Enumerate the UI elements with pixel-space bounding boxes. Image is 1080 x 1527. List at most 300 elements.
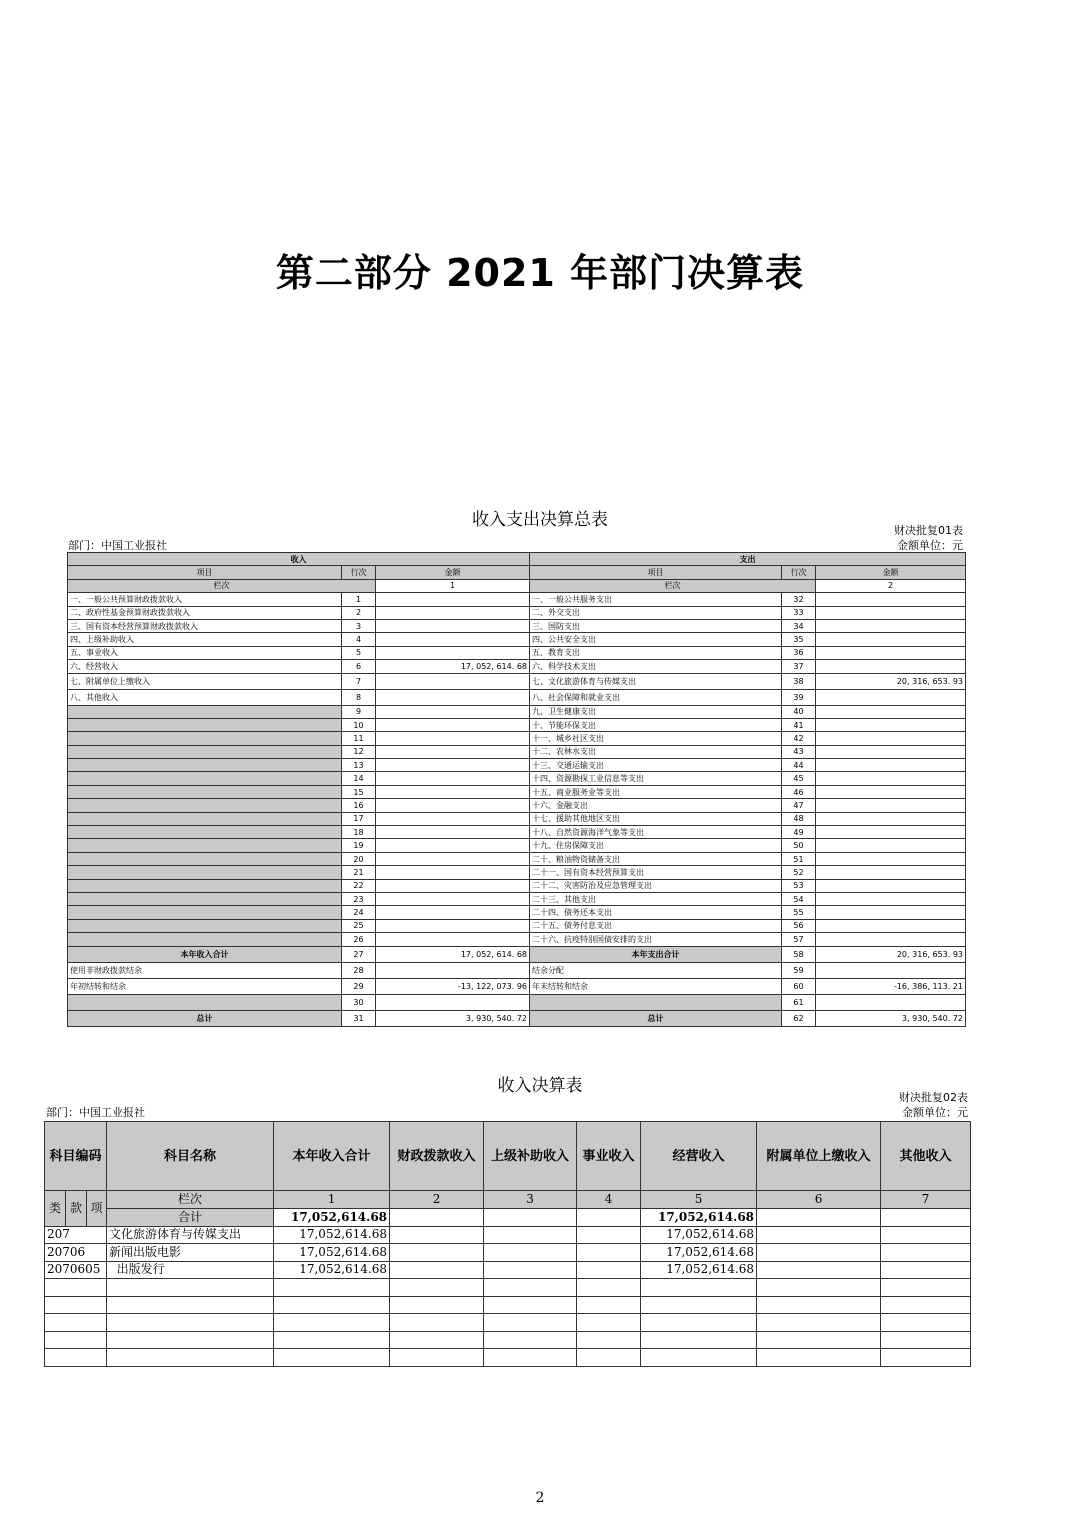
- empty-cell: [45, 1296, 107, 1314]
- expense-line-no: 56: [782, 919, 816, 932]
- table1-row: [68, 839, 966, 852]
- income-amount: 3, 930, 540. 72: [376, 1010, 530, 1026]
- income-amount: [376, 839, 530, 852]
- expense-amount: [816, 593, 966, 606]
- expense-line-no: 41: [782, 718, 816, 731]
- income-line-no: 7: [342, 673, 376, 689]
- lanci-num-7: 7: [881, 1191, 971, 1209]
- table1-row: [68, 785, 966, 798]
- expense-amount: [816, 892, 966, 905]
- expense-item: 十二、农林水支出: [530, 745, 782, 758]
- expense-item: 二、外交支出: [530, 606, 782, 619]
- income-line-no: 26: [342, 933, 376, 946]
- row-affiliated: [757, 1244, 881, 1262]
- col-other-income: 其他收入: [881, 1122, 971, 1191]
- income-line-no: 20: [342, 852, 376, 865]
- income-col-item: 项目: [68, 566, 342, 579]
- income-amount: [376, 933, 530, 946]
- table1-form-no: 财决批复01表: [894, 524, 963, 537]
- income-col-num: 1: [376, 579, 530, 592]
- empty-cell: [45, 1349, 107, 1367]
- income-item: 六、经营收入: [68, 660, 342, 673]
- empty-cell: [484, 1331, 577, 1349]
- expense-item: 一、一般公共服务支出: [530, 593, 782, 606]
- empty-cell: [274, 1314, 390, 1332]
- income-item: 八、其他收入: [68, 689, 342, 705]
- table1-row: [68, 705, 966, 718]
- expense-item: 二十四、债务还本支出: [530, 906, 782, 919]
- empty-cell: [577, 1296, 641, 1314]
- expense-amount: [816, 839, 966, 852]
- income-item: 五、事业收入: [68, 646, 342, 659]
- income-line-no: 21: [342, 866, 376, 879]
- empty-cell: [107, 1296, 274, 1314]
- expense-line-no: 43: [782, 745, 816, 758]
- income-line-no: 23: [342, 892, 376, 905]
- heji-other: [881, 1209, 971, 1227]
- expense-line-no: 60: [782, 978, 816, 994]
- income-line-no: 12: [342, 745, 376, 758]
- empty-cell: [641, 1331, 757, 1349]
- table1-row: [68, 718, 966, 731]
- lanci-num-3: 3: [484, 1191, 577, 1209]
- table1-dept: 部门：中国工业报社: [68, 539, 167, 552]
- income-line-no: 11: [342, 732, 376, 745]
- income-item: [68, 892, 342, 905]
- expense-amount: [816, 826, 966, 839]
- income-amount: [376, 906, 530, 919]
- table1-lanci-row: [68, 579, 966, 592]
- expense-amount: [816, 606, 966, 619]
- page-number: 2: [535, 1490, 545, 1506]
- expense-amount: [816, 866, 966, 879]
- income-line-no: 31: [342, 1010, 376, 1026]
- expense-item: 年末结转和结余: [530, 978, 782, 994]
- row-other: [881, 1244, 971, 1262]
- income-line-no: 29: [342, 978, 376, 994]
- income-amount: [376, 718, 530, 731]
- table2-empty-row: [45, 1314, 971, 1332]
- row-total: 17,052,614.68: [274, 1226, 390, 1244]
- income-item: [68, 732, 342, 745]
- subject-name: 出版发行: [107, 1261, 274, 1279]
- subject-code: 20706: [45, 1244, 107, 1262]
- table2-form-no: 财决批复02表: [899, 1091, 968, 1104]
- row-business: [577, 1226, 641, 1244]
- income-amount: [376, 799, 530, 812]
- empty-cell: [641, 1296, 757, 1314]
- expense-amount: [816, 785, 966, 798]
- table1-row: [68, 689, 966, 705]
- expense-amount: [816, 732, 966, 745]
- income-line-no: 24: [342, 906, 376, 919]
- expense-line-no: 42: [782, 732, 816, 745]
- expense-item: 七、文化旅游体育与传媒支出: [530, 673, 782, 689]
- table1-row: [68, 619, 966, 632]
- empty-cell: [757, 1296, 881, 1314]
- expense-item: [530, 994, 782, 1010]
- income-amount: 17, 052, 614. 68: [376, 660, 530, 673]
- expense-item: 十三、交通运输支出: [530, 759, 782, 772]
- row-total: 17,052,614.68: [274, 1261, 390, 1279]
- expense-item: 结余分配: [530, 962, 782, 978]
- heji-fiscal: [390, 1209, 484, 1227]
- income-item: [68, 879, 342, 892]
- expense-item: 十七、援助其他地区支出: [530, 812, 782, 825]
- expense-amount: 20, 316, 653. 93: [816, 946, 966, 962]
- table1-row: [68, 673, 966, 689]
- expense-line-no: 50: [782, 839, 816, 852]
- expense-line-no: 32: [782, 593, 816, 606]
- expense-line-no: 57: [782, 933, 816, 946]
- income-final-account-table: [44, 1121, 971, 1367]
- table1-row: [68, 879, 966, 892]
- income-item: [68, 812, 342, 825]
- empty-cell: [484, 1349, 577, 1367]
- income-line-no: 3: [342, 619, 376, 632]
- empty-cell: [641, 1349, 757, 1367]
- income-amount: [376, 745, 530, 758]
- row-affiliated: [757, 1261, 881, 1279]
- income-amount: [376, 689, 530, 705]
- expense-amount: [816, 994, 966, 1010]
- empty-cell: [641, 1279, 757, 1297]
- subject-code: 207: [45, 1226, 107, 1244]
- expense-amount: [816, 689, 966, 705]
- expense-item: 十六、金融支出: [530, 799, 782, 812]
- heji-superior: [484, 1209, 577, 1227]
- table1-group-header-row: [68, 553, 966, 566]
- empty-cell: [274, 1279, 390, 1297]
- expense-amount: -16, 386, 113. 21: [816, 978, 966, 994]
- row-other: [881, 1261, 971, 1279]
- income-line-no: 10: [342, 718, 376, 731]
- col-business-income: 事业收入: [577, 1122, 641, 1191]
- expense-item: 二十、粮油物资储备支出: [530, 852, 782, 865]
- expense-item: 六、科学技术支出: [530, 660, 782, 673]
- income-item: [68, 772, 342, 785]
- table1-row: [68, 593, 966, 606]
- empty-cell: [45, 1331, 107, 1349]
- subject-name: 新闻出版电影: [107, 1244, 274, 1262]
- expense-amount: [816, 799, 966, 812]
- table1-row: [68, 799, 966, 812]
- income-amount: [376, 619, 530, 632]
- empty-cell: [107, 1349, 274, 1367]
- income-amount: [376, 673, 530, 689]
- expense-item: 十九、住房保障支出: [530, 839, 782, 852]
- empty-cell: [390, 1279, 484, 1297]
- col-kuan: 款: [66, 1191, 87, 1227]
- table2-row: [45, 1261, 971, 1279]
- col-subject-name: 科目名称: [107, 1122, 274, 1191]
- expense-amount: [816, 633, 966, 646]
- expense-item: 二十一、国有资本经营预算支出: [530, 866, 782, 879]
- income-line-no: 17: [342, 812, 376, 825]
- income-amount: 17, 052, 614. 68: [376, 946, 530, 962]
- expense-col-line: 行次: [782, 566, 816, 579]
- row-affiliated: [757, 1226, 881, 1244]
- table1-row: [68, 946, 966, 962]
- expense-line-no: 46: [782, 785, 816, 798]
- expense-amount: [816, 879, 966, 892]
- income-amount: [376, 962, 530, 978]
- table2-title: 收入决算表: [497, 1076, 583, 1096]
- income-line-no: 5: [342, 646, 376, 659]
- income-item: 二、政府性基金预算财政拨款收入: [68, 606, 342, 619]
- expense-line-no: 49: [782, 826, 816, 839]
- empty-cell: [577, 1349, 641, 1367]
- row-total: 17,052,614.68: [274, 1244, 390, 1262]
- row-operating: 17,052,614.68: [641, 1261, 757, 1279]
- income-item: 三、国有资本经营预算财政拨款收入: [68, 619, 342, 632]
- subject-name: 文化旅游体育与传媒支出: [107, 1226, 274, 1244]
- income-line-no: 25: [342, 919, 376, 932]
- row-fiscal: [390, 1261, 484, 1279]
- income-amount: [376, 606, 530, 619]
- table1-row: [68, 826, 966, 839]
- heji-affiliated: [757, 1209, 881, 1227]
- income-amount: -13, 122, 073. 96: [376, 978, 530, 994]
- heji-total: 17,052,614.68: [274, 1209, 390, 1227]
- expense-line-no: 37: [782, 660, 816, 673]
- table2-lanci-row: [45, 1191, 971, 1209]
- empty-cell: [107, 1314, 274, 1332]
- empty-cell: [577, 1314, 641, 1332]
- income-line-no: 2: [342, 606, 376, 619]
- income-amount: [376, 994, 530, 1010]
- row-superior: [484, 1244, 577, 1262]
- income-amount: [376, 732, 530, 745]
- income-line-no: 19: [342, 839, 376, 852]
- income-item: 一、一般公共预算财政拨款收入: [68, 593, 342, 606]
- empty-cell: [881, 1349, 971, 1367]
- income-line-no: 4: [342, 633, 376, 646]
- empty-cell: [577, 1279, 641, 1297]
- empty-cell: [641, 1314, 757, 1332]
- expense-item: 三、国防支出: [530, 619, 782, 632]
- table1-row: [68, 852, 966, 865]
- row-superior: [484, 1226, 577, 1244]
- row-fiscal: [390, 1244, 484, 1262]
- expense-amount: [816, 933, 966, 946]
- table1-row: [68, 866, 966, 879]
- table1-row: [68, 660, 966, 673]
- expense-lanci: 栏次: [530, 579, 816, 592]
- table2-empty-row: [45, 1296, 971, 1314]
- row-business: [577, 1261, 641, 1279]
- heji-business: [577, 1209, 641, 1227]
- lanci-num-4: 4: [577, 1191, 641, 1209]
- col-superior-subsidy: 上级补助收入: [484, 1122, 577, 1191]
- row-fiscal: [390, 1226, 484, 1244]
- table2-dept: 部门：中国工业报社: [46, 1106, 145, 1119]
- expense-item: 十、节能环保支出: [530, 718, 782, 731]
- expense-amount: [816, 962, 966, 978]
- expense-line-no: 61: [782, 994, 816, 1010]
- empty-cell: [390, 1314, 484, 1332]
- table1-row: [68, 606, 966, 619]
- expense-line-no: 52: [782, 866, 816, 879]
- income-amount: [376, 826, 530, 839]
- lanci-label: 栏次: [107, 1191, 274, 1209]
- income-line-no: 1: [342, 593, 376, 606]
- table2-empty-row: [45, 1331, 971, 1349]
- expense-amount: [816, 759, 966, 772]
- empty-cell: [484, 1296, 577, 1314]
- expense-amount: [816, 745, 966, 758]
- table1-row: [68, 633, 966, 646]
- empty-cell: [881, 1296, 971, 1314]
- income-col-amount: 金额: [376, 566, 530, 579]
- income-amount: [376, 772, 530, 785]
- income-item: [68, 839, 342, 852]
- income-line-no: 16: [342, 799, 376, 812]
- table1-row: [68, 919, 966, 932]
- empty-cell: [881, 1314, 971, 1332]
- expense-line-no: 45: [782, 772, 816, 785]
- income-amount: [376, 593, 530, 606]
- row-other: [881, 1226, 971, 1244]
- col-affiliated-income: 附属单位上缴收入: [757, 1122, 881, 1191]
- expense-amount: [816, 772, 966, 785]
- expense-amount: [816, 660, 966, 673]
- income-amount: [376, 812, 530, 825]
- empty-cell: [757, 1314, 881, 1332]
- expense-amount: [816, 812, 966, 825]
- expense-line-no: 59: [782, 962, 816, 978]
- table1-row: [68, 646, 966, 659]
- subject-code: 2070605: [45, 1261, 107, 1279]
- income-line-no: 13: [342, 759, 376, 772]
- expense-amount: [816, 919, 966, 932]
- income-amount: [376, 919, 530, 932]
- income-amount: [376, 759, 530, 772]
- table1-row: [68, 994, 966, 1010]
- expense-amount: [816, 705, 966, 718]
- expense-amount: [816, 906, 966, 919]
- expense-item: 二十二、灾害防治及应急管理支出: [530, 879, 782, 892]
- expense-line-no: 55: [782, 906, 816, 919]
- table1-title: 收入支出决算总表: [472, 510, 608, 530]
- income-header: 收入: [68, 553, 530, 566]
- col-subject-code: 科目编码: [45, 1122, 107, 1191]
- expense-line-no: 44: [782, 759, 816, 772]
- expense-line-no: 36: [782, 646, 816, 659]
- income-item: [68, 826, 342, 839]
- income-amount: [376, 852, 530, 865]
- expense-line-no: 51: [782, 852, 816, 865]
- table2-unit: 金额单位：元: [902, 1106, 968, 1119]
- row-superior: [484, 1261, 577, 1279]
- expense-line-no: 39: [782, 689, 816, 705]
- col-total-income: 本年收入合计: [274, 1122, 390, 1191]
- expense-item: 九、卫生健康支出: [530, 705, 782, 718]
- expense-line-no: 47: [782, 799, 816, 812]
- expense-line-no: 54: [782, 892, 816, 905]
- income-col-line: 行次: [342, 566, 376, 579]
- col-operating-income: 经营收入: [641, 1122, 757, 1191]
- expense-amount: [816, 718, 966, 731]
- empty-cell: [757, 1349, 881, 1367]
- empty-cell: [757, 1279, 881, 1297]
- income-amount: [376, 879, 530, 892]
- income-line-no: 14: [342, 772, 376, 785]
- table2-total-row: [45, 1209, 971, 1227]
- expense-col-num: 2: [816, 579, 966, 592]
- expense-item: 十五、商业服务业等支出: [530, 785, 782, 798]
- empty-cell: [107, 1279, 274, 1297]
- heji-label: 合计: [107, 1209, 274, 1227]
- col-xiang: 项: [87, 1191, 107, 1227]
- table1-row: [68, 812, 966, 825]
- lanci-num-6: 6: [757, 1191, 881, 1209]
- expense-amount: [816, 646, 966, 659]
- expense-item: 总计: [530, 1010, 782, 1026]
- expense-line-no: 35: [782, 633, 816, 646]
- empty-cell: [390, 1296, 484, 1314]
- expense-item: 十一、城乡社区支出: [530, 732, 782, 745]
- row-operating: 17,052,614.68: [641, 1226, 757, 1244]
- empty-cell: [881, 1331, 971, 1349]
- income-item: 七、附属单位上缴收入: [68, 673, 342, 689]
- income-line-no: 15: [342, 785, 376, 798]
- income-line-no: 8: [342, 689, 376, 705]
- expense-item: 本年支出合计: [530, 946, 782, 962]
- table1-row: [68, 906, 966, 919]
- table2-header-row: [45, 1122, 971, 1191]
- income-amount: [376, 646, 530, 659]
- table1-row: [68, 962, 966, 978]
- expense-item: 四、公共安全支出: [530, 633, 782, 646]
- expense-amount: [816, 619, 966, 632]
- empty-cell: [274, 1296, 390, 1314]
- expense-item: 二十五、债务付息支出: [530, 919, 782, 932]
- income-item: [68, 906, 342, 919]
- empty-cell: [757, 1331, 881, 1349]
- expense-item: 二十六、抗疫特别国债安排的支出: [530, 933, 782, 946]
- expense-amount: 3, 930, 540. 72: [816, 1010, 966, 1026]
- expense-line-no: 33: [782, 606, 816, 619]
- heji-operating: 17,052,614.68: [641, 1209, 757, 1227]
- expense-item: 五、教育支出: [530, 646, 782, 659]
- income-line-no: 27: [342, 946, 376, 962]
- income-expense-summary-table: [67, 552, 966, 1027]
- expense-item: 二十三、其他支出: [530, 892, 782, 905]
- expense-line-no: 34: [782, 619, 816, 632]
- expense-col-amount: 金额: [816, 566, 966, 579]
- table2-row: [45, 1226, 971, 1244]
- income-item: [68, 933, 342, 946]
- table1-unit: 金额单位：元: [897, 539, 963, 552]
- income-line-no: 22: [342, 879, 376, 892]
- income-item: [68, 799, 342, 812]
- empty-cell: [274, 1331, 390, 1349]
- empty-cell: [107, 1331, 274, 1349]
- income-line-no: 6: [342, 660, 376, 673]
- expense-line-no: 40: [782, 705, 816, 718]
- empty-cell: [274, 1349, 390, 1367]
- expense-line-no: 38: [782, 673, 816, 689]
- income-item: [68, 718, 342, 731]
- income-line-no: 28: [342, 962, 376, 978]
- income-item: [68, 705, 342, 718]
- row-business: [577, 1244, 641, 1262]
- income-line-no: 18: [342, 826, 376, 839]
- income-amount: [376, 785, 530, 798]
- expense-line-no: 53: [782, 879, 816, 892]
- income-item: [68, 785, 342, 798]
